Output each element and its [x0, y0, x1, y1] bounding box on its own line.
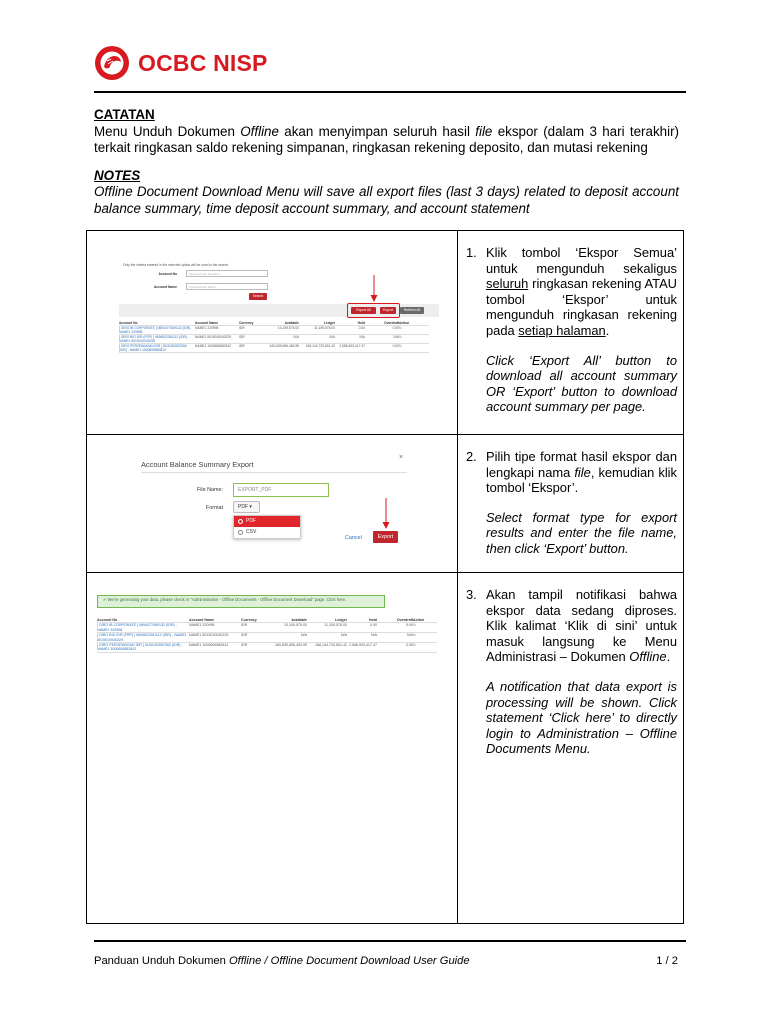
account-no-link[interactable]: [ GIRO PERORANGAN IDR ] 5100152057060 (IDR) - NAME1 1000606582812: [97, 643, 189, 653]
export-dialog-title: Account Balance Summary Export: [141, 460, 254, 469]
notes-body-id: [94, 124, 679, 157]
available-cell: 10,159,575.00: [261, 326, 299, 335]
notes-body-en: Offline Document Download Menu will save all export files (last 3 days) related to deposit account balance summary, time deposit account summary, and account statement: [94, 184, 679, 216]
column-header[interactable]: Action: [399, 321, 429, 326]
text-segment: Offline: [629, 649, 667, 665]
column-header[interactable]: Account Name: [189, 618, 241, 623]
format-dropdown: [233, 515, 301, 539]
step2-text: [458, 435, 683, 572]
refresh-row-icon[interactable]: ↻: [413, 633, 437, 643]
table-row: [119, 326, 429, 335]
accounts-table-3: [97, 618, 437, 653]
steps-table: [86, 230, 684, 924]
overdraft-cell: 0.00: [377, 643, 413, 653]
text-segment: Menu Unduh Dokumen: [94, 123, 241, 139]
currency-cell: IDR: [241, 623, 267, 633]
page-number: 1 / 2: [656, 955, 678, 967]
radio-empty-icon: [238, 530, 243, 535]
overdraft-cell: N/A: [365, 335, 399, 344]
account-no-link[interactable]: [ GIRO IB CORPORATE ] 0694477069132 (IDR) - NAME1 320998: [97, 623, 189, 633]
account-no-link[interactable]: [ GIRO IB CORPORATE ] 0694477069132 (IDR) - NAME1 320998: [119, 326, 195, 335]
text-segment: akan menyimpan seluruh hasil: [278, 123, 476, 139]
file-name-input[interactable]: EXPORT_PDF: [233, 483, 329, 497]
available-cell: 160,839,656,483.95: [261, 344, 299, 353]
ledger-cell: 11,159,578.00: [299, 326, 335, 335]
dialog-export-button[interactable]: Export: [373, 531, 398, 543]
account-name-cell: NAME1 8019010040229: [195, 335, 239, 344]
step1-instruction-en: Click ‘Export All’ button to download all account summary OR ‘Export’ button to download account summary per page.: [486, 352, 677, 415]
notes-heading-id: CATATAN: [94, 107, 155, 122]
step3-text: [458, 573, 683, 923]
file-name-label: File Name:: [196, 487, 223, 493]
column-header[interactable]: Overdraft: [377, 618, 413, 623]
table-row: [119, 344, 429, 353]
step2-number: 2.: [466, 449, 477, 464]
step1-number: 1.: [466, 245, 477, 260]
step3-instruction-en: A notification that data export is processing will be shown. Click statement ‘Click here’ to directly login to Administration – Offline Documents Menu.: [486, 678, 677, 757]
overdraft-cell: 0.00: [365, 344, 399, 353]
hold-cell: 2,586,903,417.47: [347, 643, 377, 653]
account-name-cell: NAME1 1000606582812: [195, 344, 239, 353]
notes-section: [94, 107, 679, 217]
available-cell: N/A: [261, 335, 299, 344]
step-row-2: [87, 435, 683, 573]
account-name-input[interactable]: Type Account Name...: [186, 283, 268, 290]
ledger-cell: 168,144,733,651.42: [307, 643, 347, 653]
search-button[interactable]: Search: [249, 293, 267, 300]
accounts-table-1: [119, 321, 429, 353]
footer-divider: [94, 940, 686, 942]
column-header[interactable]: Ledger: [299, 321, 335, 326]
available-cell: 10,159,575.00: [267, 623, 307, 633]
column-header[interactable]: Hold: [335, 321, 365, 326]
refresh-row-icon[interactable]: ↻: [399, 326, 429, 335]
step2-instruction-en: Select format type for export results and enter the file name, then click ‘Export’ button.: [486, 509, 677, 556]
step3-instruction-id: [486, 587, 677, 665]
radio-selected-icon: [238, 519, 243, 524]
pointer-arrow-icon: [370, 275, 378, 303]
account-name-cell: NAME1 1000606582812: [189, 643, 241, 653]
refresh-row-icon[interactable]: ↻: [399, 344, 429, 353]
column-header[interactable]: Account No: [97, 618, 189, 623]
account-no-link[interactable]: [ GIRO BIG IDR (FRP) ] 0694822061112 (IDR) - NAME1 8019010040229: [119, 335, 195, 344]
format-option-pdf[interactable]: PDF: [234, 516, 300, 527]
available-cell: 160,839,656,483.95: [267, 643, 307, 653]
column-header[interactable]: Action: [413, 618, 437, 623]
brand-wordmark: OCBC NISP: [138, 49, 268, 76]
text-segment: ekspor (dalam 3 hari terakhir) terkait ringkasan saldo rekening simpanan, ringkasan rekening deposito, dan mutasi rekening: [94, 123, 679, 155]
hold-cell: 0.00: [335, 326, 365, 335]
step1-text: [458, 231, 683, 434]
footer-guide-title: [94, 955, 470, 967]
text-segment: Akan tampil notifikasi bahwa ekspor data sedang diproses. Klik kalimat ‘Klik di sini’ untuk masuk langsung ke Menu Administrasi – Dokumen: [486, 587, 677, 665]
ocbc-lion-logo-icon: [94, 45, 130, 81]
export-all-button[interactable]: Export All: [351, 307, 376, 314]
ledger-cell: N/A: [299, 335, 335, 344]
account-name-cell: NAME1 8019010040229: [189, 633, 241, 643]
column-header[interactable]: Account Name: [195, 321, 239, 326]
account-name-label: Account Name: [153, 285, 177, 289]
column-header[interactable]: Available: [261, 321, 299, 326]
column-header[interactable]: Available: [267, 618, 307, 623]
step3-screenshot: [87, 573, 458, 923]
text-segment: Panduan Unduh Dokumen: [94, 955, 229, 967]
hold-cell: 0.00: [347, 623, 377, 633]
text-segment: file: [475, 123, 493, 139]
format-option-csv[interactable]: CSV: [234, 527, 300, 538]
search-hint: Only the criteria entered in the selected option will be used in the search.: [123, 263, 230, 267]
account-name-cell: NAME1 320998: [189, 623, 241, 633]
account-no-link[interactable]: [ GIRO BIG IDR (FRP) ] 0694822061112 (IDR) - NAME1 8019010040229: [97, 633, 189, 643]
format-select[interactable]: PDF ▾: [233, 501, 260, 513]
overdraft-cell: 0.00: [377, 623, 413, 633]
column-header[interactable]: Currency: [241, 618, 267, 623]
notes-heading-en: NOTES: [94, 167, 141, 183]
table-row: [97, 643, 437, 653]
cancel-button[interactable]: Cancel: [345, 535, 362, 541]
currency-cell: IDR: [239, 344, 261, 353]
account-no-input[interactable]: Type Account No Here...: [186, 270, 268, 277]
hold-cell: N/A: [347, 633, 377, 643]
available-cell: N/A: [267, 633, 307, 643]
refresh-all-button[interactable]: Refresh All: [400, 307, 424, 314]
table-row: [97, 623, 437, 633]
currency-cell: IDR: [241, 643, 267, 653]
overdraft-cell: 0.00: [365, 326, 399, 335]
format-label: Format: [205, 505, 223, 511]
refresh-row-icon[interactable]: ↻: [413, 623, 437, 633]
pointer-arrow-icon: [382, 498, 390, 530]
dialog-divider: [141, 472, 407, 473]
text-segment: .: [666, 649, 671, 665]
text-segment: Offline: [240, 123, 279, 139]
account-no-link[interactable]: [ GIRO PERORANGAN IDR ] 5100152057060 (IDR) - NAME1 1000606582812: [119, 344, 195, 353]
export-processing-notification[interactable]: ✔ We're generating your data, please check in "Administration - Offline Documents - Offline Document Download" page. Click here.: [97, 595, 385, 608]
ledger-cell: 11,159,578.00: [307, 623, 347, 633]
overdraft-cell: N/A: [377, 633, 413, 643]
currency-cell: IDR: [239, 326, 261, 335]
text-segment: Klik tombol ‘Ekspor Semua’ untuk mengunduh sekaligus: [486, 245, 677, 276]
text-segment: Offline / Offline Document Download User Guide: [228, 955, 470, 967]
export-buttons-highlight: [347, 303, 400, 318]
column-header[interactable]: Currency: [239, 321, 261, 326]
account-no-label: Account No: [158, 272, 177, 276]
text-segment: seluruh: [486, 276, 529, 292]
hold-cell: N/A: [335, 335, 365, 344]
column-header[interactable]: Account No: [119, 321, 195, 326]
header-divider: [94, 91, 686, 93]
text-segment: file: [574, 464, 591, 480]
ledger-cell: 168,144,733,651.42: [299, 344, 335, 353]
dialog-close-icon[interactable]: ×: [399, 454, 404, 461]
text-segment: Pilih tipe format hasil ekspor dan lengkapi nama: [486, 449, 677, 480]
currency-cell: IDR: [241, 633, 267, 643]
column-header[interactable]: Overdraft: [365, 321, 399, 326]
table-row: [97, 633, 437, 643]
text-segment: .: [605, 322, 610, 338]
step1-instruction-id: [486, 245, 677, 339]
currency-cell: IDR: [239, 335, 261, 344]
step2-screenshot: [87, 435, 458, 572]
step3-number: 3.: [466, 587, 477, 602]
step-row-3: [87, 573, 683, 923]
account-name-cell: NAME1 320998: [195, 326, 239, 335]
ledger-cell: N/A: [307, 633, 347, 643]
export-button[interactable]: Export: [380, 307, 396, 314]
text-segment: , kemudian klik tombol ‘Ekspor’.: [486, 464, 677, 496]
table-row: [119, 335, 429, 344]
ocbc-nisp-logo: [94, 44, 268, 82]
step2-instruction-id: [486, 449, 677, 496]
refresh-row-icon[interactable]: ↻: [399, 335, 429, 344]
step-row-1: [87, 231, 683, 435]
refresh-row-icon[interactable]: ↻: [413, 643, 437, 653]
text-segment: setiap halaman: [518, 322, 606, 338]
column-header[interactable]: Ledger: [307, 618, 347, 623]
hold-cell: 2,586,903,417.47: [335, 344, 365, 353]
step1-screenshot: [87, 231, 458, 434]
column-header[interactable]: Hold: [347, 618, 377, 623]
text-segment: ringkasan rekening ATAU tombol ‘Ekspor’ untuk mengunduh ringkasan rekening pada: [486, 276, 677, 338]
